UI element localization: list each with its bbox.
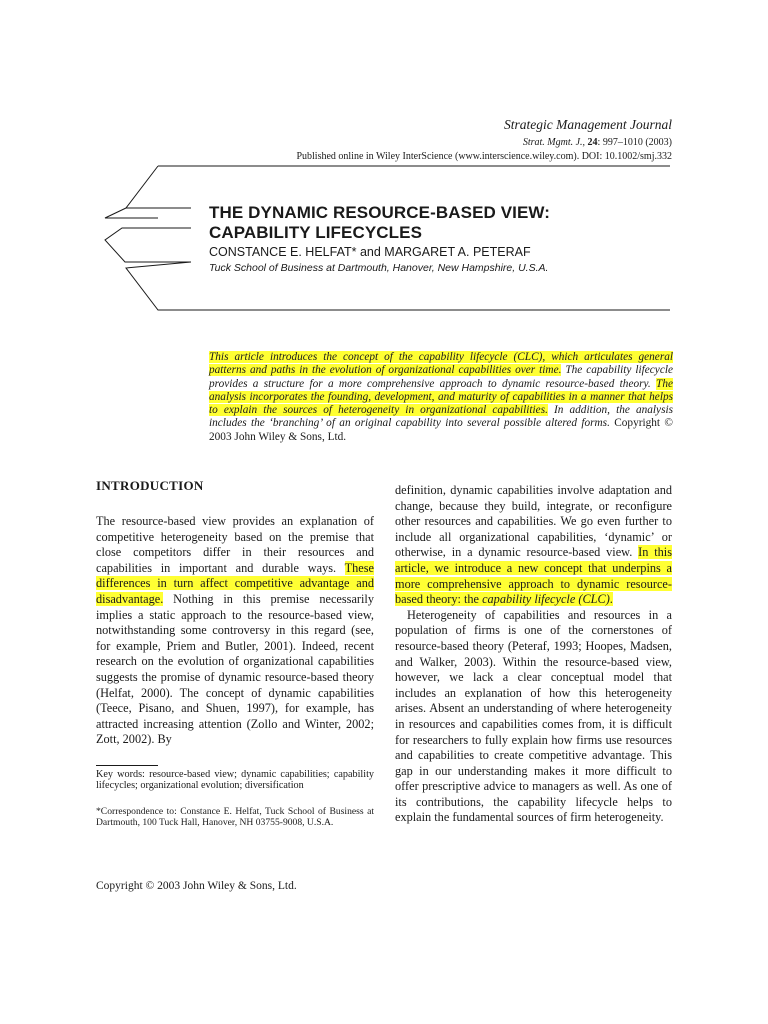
section-heading-introduction: INTRODUCTION xyxy=(96,478,204,493)
correspondence-footnote: *Correspondence to: Constance E. Helfat, Tuck School of Business at Dartmouth, 100 Tuck Hall, Hanover, NH 03755-9008, U.S.A. xyxy=(96,806,374,828)
abstract-text-2: The capability lifecycle provides a structure for a more comprehensive approach to dynamic resource-based theory. xyxy=(209,364,673,390)
intro-p1-text-a: The resource-based view provides an explanation of competitive heterogeneity based on the premise that close competitors differ in their resources and capabilities in important and durable ways. xyxy=(96,514,374,575)
authors: CONSTANCE E. HELFAT* and MARGARET A. PETERAF xyxy=(209,245,531,259)
publication-info: Published online in Wiley InterScience (www.interscience.wiley.com). DOI: 10.1002/smj.332 xyxy=(296,151,672,162)
affiliation: Tuck School of Business at Dartmouth, Hanover, New Hampshire, U.S.A. xyxy=(209,262,549,274)
citation-abbrev: Strat. Mgmt. J., xyxy=(522,137,586,148)
journal-name: Strategic Management Journal xyxy=(504,117,672,132)
intro-p1-highlight: These differences in turn affect competitive advantage and disadvantage. xyxy=(96,560,374,606)
intro-r1-highlight-clc: capability lifecycle (CLC) xyxy=(482,592,610,607)
title-decoration-lines xyxy=(0,0,768,340)
footnote-rule xyxy=(96,765,158,766)
abstract-highlight-1: This article introduces the concept of the capability lifecycle (CLC), which articulates general patterns and paths in the evolution of organizational capabilities over time. xyxy=(209,351,673,377)
abstract-text-4: In addition, the analysis includes the ‘branching’ of an original capability into several possible altered forms. xyxy=(209,404,673,430)
article-title xyxy=(209,203,679,243)
abstract-highlight-2: The analysis incorporates the founding, development, and maturity of capabilities in a manner that helps to explain the sources of heterogeneity in organizational capabilities. xyxy=(209,377,673,417)
abstract xyxy=(209,351,673,444)
right-column xyxy=(395,483,672,826)
abstract-copyright: Copyright © 2003 John Wiley & Sons, Ltd. xyxy=(209,417,673,443)
title-line-1: THE DYNAMIC RESOURCE-BASED VIEW: xyxy=(209,203,551,222)
title-line-2: CAPABILITY LIFECYCLES xyxy=(209,223,423,242)
intro-paragraph-2: Heterogeneity of capabilities and resources in a population of firms is one of the cornerstones of resource-based theory (Peteraf, 1993; Hoopes, Madsen, and Walker, 2003). Within the resource-based view, however, we lack a clear conceptual model that includes an explanation of how this heterogeneity arises. Absent an understanding of where heterogeneity in resources and capabilities comes from, it is difficult for researchers to fully explain how firms use resources and capabilities to create competitive advantage. This gap in our understanding makes it more difficult to offer prescriptive advice to managers as well. As one of its contributions, the capability lifecycle helps to explain the fundamental sources of firm heterogeneity. xyxy=(395,607,672,825)
citation-volume: 24 xyxy=(587,137,598,148)
intro-r1-highlight: In this article, we introduce a new concept that underpins a more comprehensive approach to dynamic resource-based theory: the xyxy=(395,545,672,607)
intro-p1-text-b: Nothing in this premise necessarily implies a static approach to the resource-based view, notwithstanding some controversy in this regard (see, for example, Priem and Butler, 2001). Indeed, recent research on the evolution of organizational capabilities suggests the promise of dynamic resource-based theory (Helfat, 2000). The concept of dynamic capabilities (Teece, Pisano, and Shuen, 1997), for example, has attracted increasing attention (Zollo and Winter, 2002; Zott, 2002). By xyxy=(96,591,374,747)
keywords: Key words: resource-based view; dynamic capabilities; capability lifecycles; organizational evolution; diversification xyxy=(96,769,374,792)
intro-paragraph-1 xyxy=(96,514,374,748)
intro-paragraph-1-continued xyxy=(395,483,672,608)
intro-r1-highlight-period: . xyxy=(609,592,613,607)
intro-r1-text: definition, dynamic capabilities involve adaptation and change, because they build, integrate, or reconfigure other resources and capabilities. We go even further to include all organizational capabilities, ‘dynamic’ or otherwise, in a dynamic resource-based view. xyxy=(395,483,672,560)
footer-copyright: Copyright © 2003 John Wiley & Sons, Ltd. xyxy=(96,880,297,892)
left-column xyxy=(96,514,374,748)
citation-pages: : 997–1010 (2003) xyxy=(597,137,672,148)
